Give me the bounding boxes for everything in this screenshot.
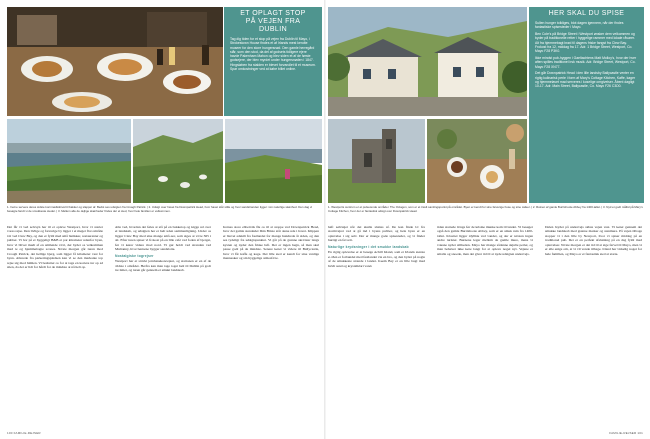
- right-sidebar-box: [529, 7, 644, 203]
- right-subheading: Naturlige krydsninger i det smukke landskab: [328, 244, 409, 249]
- right-sidebar-body: Sullen hunger tolkliges, blot dagen igennem, når der findes fantastiske spisesteder i Mayo. Ben Cole's på Bridge Street i Westport ønsker dem velkommen og byder på traditionelle retter i hyggelige rammer med lokale råvarer. Alt fra hjemmebagt brød til dagens friske fangst fra Clew Bay. Frokost fra 12, middag fra 17. Adr. 1 Bridge Street, Westport, Co. Mayo F28 P3K0. Ikke mindst pub-hyggen i Gaeltachtens Matt Molloy's, hvor der hver aften spilles traditionel irsk musik. Adr. Bridge Street, Westport, Co. Mayo F28 XN77. Det går Downpatrick Head i den lille landsby Ballycastle venter en rigtig kulinarisk perle i form af Mary's Cottage Kitchen. Kaffe, kager og hjemmelavet mad serveres i koselige omgivelser. Åbent dagligt 10-17. Adr. Main Street, Ballycastle, Co. Mayo F26 C3D0.: [535, 21, 637, 89]
- page-gutter: [324, 0, 326, 439]
- photo-green-cliffs: [225, 119, 322, 203]
- photo-hillside-sheep: [133, 119, 223, 203]
- left-column-1: Det får vi ved selvsyn her til et opleve Westport, hvor vi starter vores rejse. Den livlige og farverige by ligger i et meget flot område tæt ved Clew Bay, og den er fyldt med små butikker, restauranter og pubber. Vi bor på et hyggeligt B&B et par kilometer udenfor byen, hvor vi bliver mødt af en smilende vært, der byder os velkommen med te og hjemmebagte scones. Næste morgen går turen mod Croagh Patrick, det hellige bjerg, som ligger få kilometer vest for byen. Allerede fra parkeringspladsen kan vi se den markante top rejse sig mod himlen. Vi beslutter os for at tage en kortere tur op ad stien, da det er lidt for hårdt for de mindste at nå helt op.: [7, 225, 103, 270]
- photo-abbey-ruin: [328, 119, 425, 203]
- right-column-1: haft sølvtøjet når det skulle sluttes af. De kan finde læ fra stormvejret ved at gå ind i byens pubber, og hele byen er en oplevelse i sig selv. Der er mange gode spisesteder, og vi finder hurtigt en favorit. Naturlige krydsninger i det smukke landskab En rigtig oplevelse er at besøge Achill Island, som er Irlands største ø. Øen er forbundet med fastlandet via en bro, og den byder på nogle af de smukkeste strande i landet. Keem Bay er en lille bugt med hvidt sand og krystalklart vand.: [328, 225, 425, 268]
- right-caption: 1. Westports centrum er et pulserende område i The Octagon, som er et travlt samlingspunkt på området. Byen er kendt for sine farverige huse og sine cafeer. | 2. Ruinen af gamle Burrishoole Abbey fra 1400-tallet. | 3. Nyd et godt måltid på Mary's Cottage Kitchen, hvor der er fantastisk udsigt over Downpatrick Head.: [328, 205, 643, 213]
- photo-coastal-bay: [7, 119, 131, 203]
- photo-tea-table: [427, 119, 527, 203]
- photo-stone-cottages: [328, 7, 527, 116]
- left-column-2: Alle ved, hvordan det føles at stå på en bakketop og kigge ud over et landskab, og udsigten her er helt uden sammenligning. Under os ligger Clew Bay med sine mange små øer, som siges at være 365 i alt. Efter turen spiser vi frokost på en lille café ved foden af bjerget, før vi kører videre mod nord. Vi gør holdt ved stranden ved Mulranny, hvor børnene bygger sandslotte. Nostalgiske togrejser Westport har et stærkt jernbanekonceptet, og stationen er en af de ældste i området. Herfra kan man tage toget helt til Dublin på godt tre timer, og turen går gennem et smukt landskab.: [115, 225, 211, 273]
- right-column-3: Dalen bryder på undervejs sidste vejen vest. Vi kører gennem det smukke landskab med grønne marker og stenmure. På vejen tilbage stopper vi i den lille by Newport, hvor vi spiser middag på en traditionel pub. Det er en perfekt afslutning på en dag fyldt med oplevelser. Næste morgen er det tid til at sige farvel til Mayo, men vi er alle enige om, at vi vil vende tilbage. Irland har virkelig noget for hele familien, og Mayo er et fantastisk sted at starte.: [545, 225, 642, 256]
- left-subheading: Nostalgiske togrejser: [115, 253, 154, 258]
- left-sidebar-box: [224, 7, 322, 116]
- right-sidebar-title: HER SKAL DU SPISE: [548, 10, 625, 17]
- right-column-2: tiden startede længe før de kristne munke kom til landet. Vi besøger også den gamle Burrishoole Abbey, som er en smuk ruin fra 1400-tallet. Klostret ligger idyllisk ved vandet, og der er næsten ingen andre turister. Børnene leger mellem de gamle mure, mens vi voksne nyder stilheden. Mayo har mange sådanne skjulte perler, og man behøver ikke køre langt for at opleve noget nyt. Vejene er smalle og snoede, men det giver tid til at nyde udsigten undervejs.: [437, 225, 533, 256]
- left-page-folio: 100 FAMILIE-REJSER: [7, 431, 41, 435]
- left-sidebar-body: Tag dig tiden for et stop på vejen fra Dublin til Mayo, i Strokestown House findes et af Irlands mest kendte museer for den store hungersnød. Den gamle herregård står, som den stod, da del af godsets tidligere ejere havde Pakenham Mahon og blev siden et af de første godsejere, der blev myrdet under hungersnøden i 1847. Hingsløben fra stalden er blevet forvandlet til et museum. Spar omkostninger ved at købe billet online.: [230, 37, 316, 72]
- left-caption: 1. Irerne servere deres sidste kornmælksbrød til bakker og slapper af. Bedst ses udsigten fra Croagh Patrick. | 2. Udsigt over havet fra Downpatrick Head, hvor havet står stille og hvor sandstranden ligger i sin naturlige skønhed. Den dag vi besøgte fandt vi de smukkeste steder. | 3. Mellem alle de dejlige skønheder findes der et sted, hvor hele familien er velkommen.: [7, 205, 313, 213]
- photo-pub-food-table: [7, 7, 223, 116]
- right-page-folio: FAMILIE-REJSER 101: [609, 431, 643, 435]
- left-column-3: Irernes store ebbetræk fik os til at stoppe ved Downpatrick Head, hvor det gamle stendødet Dún Briste står alene ude i havet. Klippen er blevet adskilt fra fastlandet for mange hundrede år siden, og den ses tydeligt fra udsigtspunktet. Vi går på de grønne skrænter langs kysten og nyder den friske luft. Der er ingen hegn, så man skal passe godt på de mindste. Senere kører vi videre til Ballycastle, hvor vi får kaffe og kage. Det lille sted er kendt for sine venlige mennesker og sin hyggelige atmosfære.: [223, 225, 319, 261]
- left-sidebar-title: ET OPLAGT STOP PÅ VEJEN FRA DUBLIN: [240, 10, 306, 33]
